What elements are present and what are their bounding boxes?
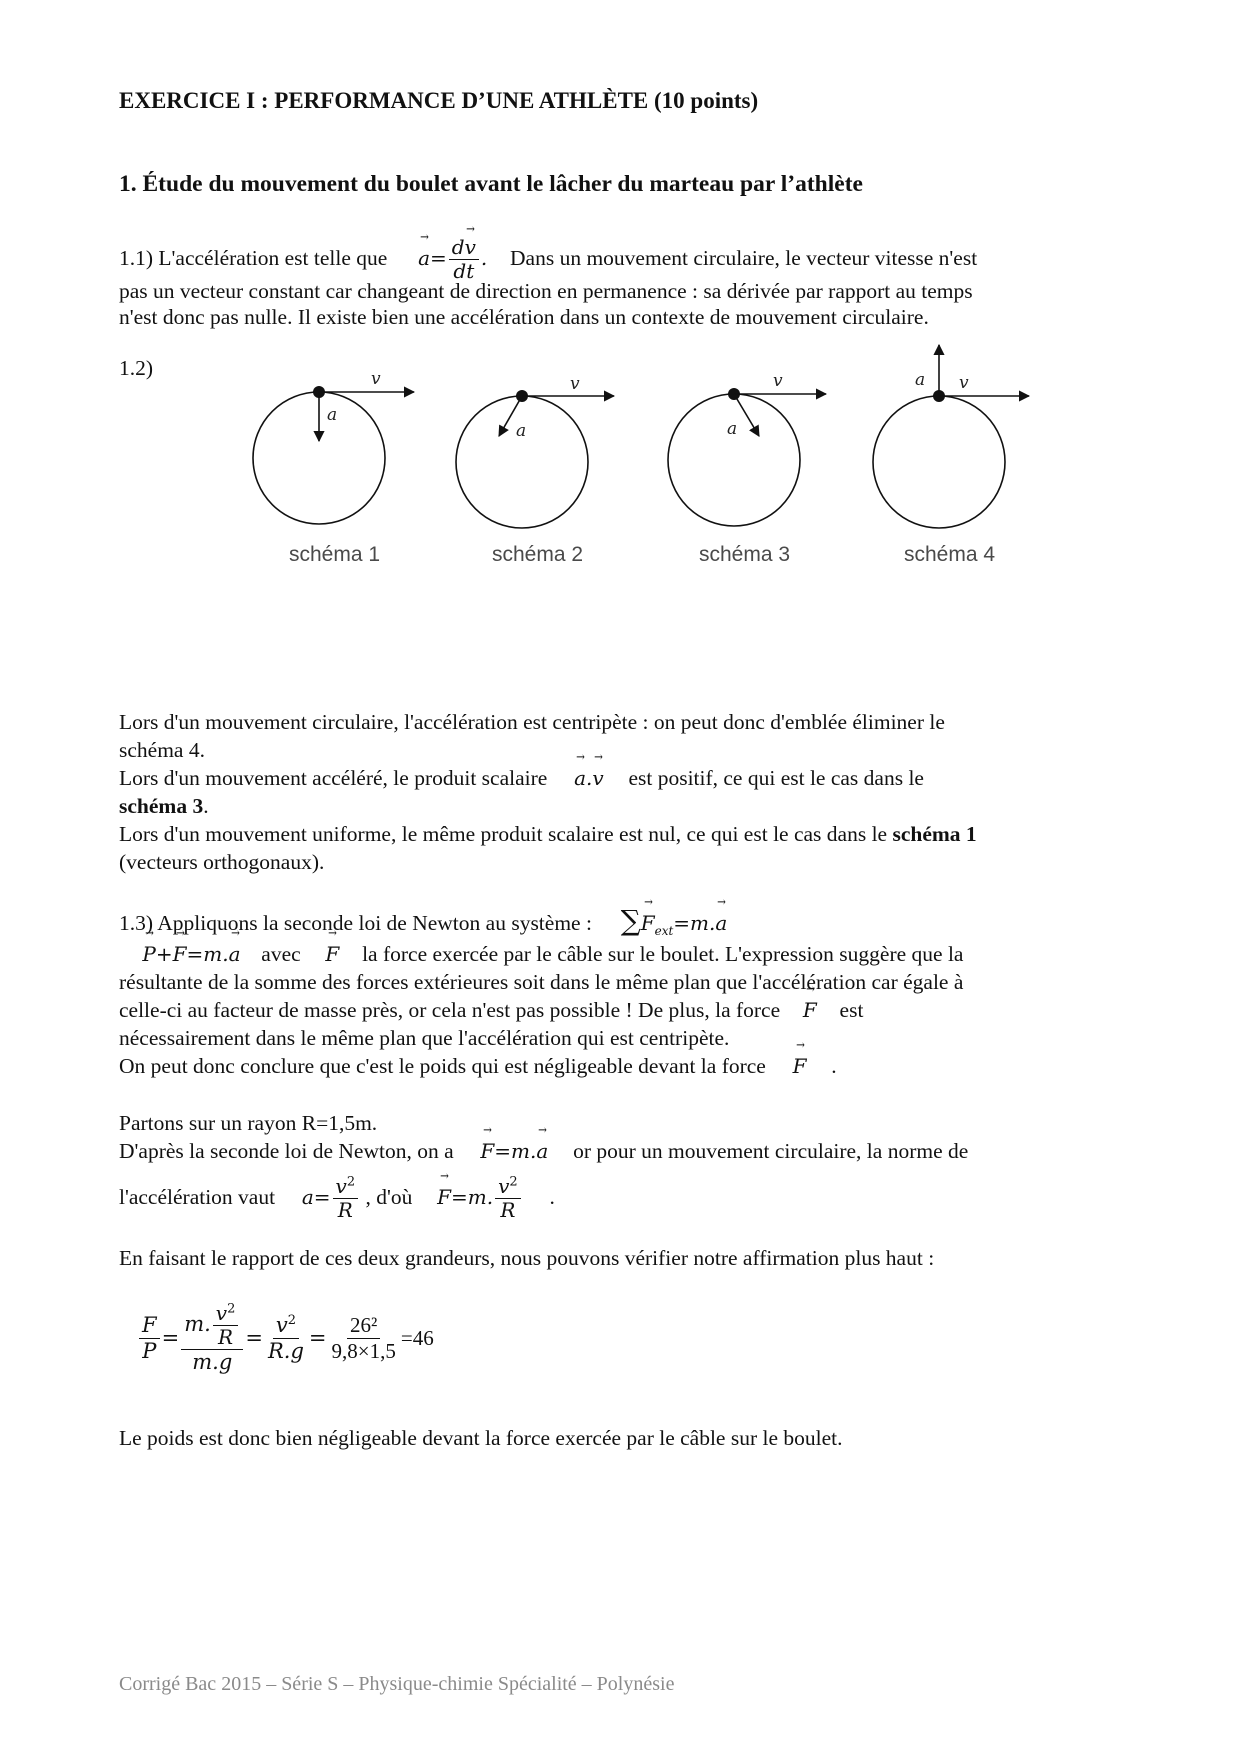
page <box>119 0 1129 1754</box>
radius-line: Partons sur un rayon R=1,5m. <box>119 1111 378 1135</box>
schema-3 <box>668 371 826 566</box>
q13-l2-rest: la force exercée par le câble sur le boulet. L'expression suggère que la <box>362 942 964 966</box>
schema-1-ref: schéma 1 <box>892 822 977 846</box>
q13-l6-end: . <box>831 1054 837 1078</box>
q13-l6-text: On peut donc conclure que c'est le poids qui est négligeable devant la force <box>119 1054 766 1078</box>
q13-line10: En faisant le rapport de ces deux grandeurs, nous pouvons vérifier notre affirmation plus haut : <box>119 1246 935 1270</box>
q13-l9-b: , d'où <box>365 1185 413 1209</box>
schema-2-v-label: v <box>570 374 580 394</box>
q12-p2-line2 <box>119 792 1129 821</box>
weight-plus-force-formula: → P+→ F=m.→ a <box>142 942 240 966</box>
newton-sum-formula: ∑→ $F_{ext}=m.\to a$ <box>621 911 728 935</box>
q11-line1 <box>119 236 1129 283</box>
section-title: 1. Étude du mouvement du boulet avant le lâcher du marteau par l’athlète <box>119 171 863 197</box>
q12-p3 <box>119 820 1129 849</box>
q12-p2-text-b: est positif, ce qui est le cas dans le <box>628 766 924 790</box>
schema-4 <box>873 345 1029 566</box>
q13-line8 <box>119 1137 1129 1166</box>
ratio-denominator: 9,8×1,5 <box>331 1338 396 1363</box>
q13-l9-a: l'accélération vaut <box>119 1185 276 1209</box>
q12-p2-text-a: Lors d'un mouvement accéléré, le produit scalaire <box>119 766 548 790</box>
q11-text-b: Dans un mouvement circulaire, le vecteur vitesse n'est <box>510 246 978 270</box>
schema-1-v-label: v <box>371 369 381 389</box>
q13-l8-a: D'après la seconde loi de Newton, on a <box>119 1139 454 1163</box>
q13-label: 1.3) <box>119 911 154 935</box>
schema-1 <box>253 369 414 566</box>
f-equals-ma-formula: → F=m.→ a <box>480 1139 548 1163</box>
q12-p2 <box>119 764 1129 793</box>
schema-3-v-label: v <box>773 371 783 391</box>
schema-2 <box>456 374 614 566</box>
ratio-formula: $\frac{F}{P}$ = m. $\frac{v^2}{R}$ m.g = $\frac{v^2}{R.g}$ = $\frac{\text{26²}}{9,8\times 1,5}$ =46 <box>137 1302 434 1374</box>
q13-l8-b: or pour un mouvement circulaire, la norme de <box>573 1139 969 1163</box>
ratio-numerator: 26² <box>347 1313 380 1338</box>
schema-3-ref: schéma 3 <box>119 794 204 818</box>
schema-1-caption: schéma 1 <box>289 543 381 566</box>
q12-label: 1.2) <box>119 356 154 380</box>
q13-intro-text: Appliquons la seconde loi de Newton au système : <box>157 911 592 935</box>
q13-l4-b: est <box>839 998 864 1022</box>
q13-avec: avec <box>261 942 301 966</box>
q13-line6 <box>119 1052 1129 1081</box>
exercise-title: EXERCICE I : PERFORMANCE D’UNE ATHLÈTE (10 points) <box>119 88 759 113</box>
schema-4-a-label: a <box>915 370 926 390</box>
q13-line2 <box>119 940 1129 969</box>
q11-line3: n'est donc pas nulle. Il existe bien une accélération dans un contexte de mouvement circulaire. <box>119 305 929 329</box>
q13-l9-end: . <box>549 1185 555 1209</box>
q12-p2-end: . <box>203 794 209 818</box>
q13-line3: résultante de la somme des forces extérieures soit dans le même plan que l'accélération car égale à <box>119 970 964 994</box>
conclusion: Le poids est donc bien négligeable devant la force exercée par le câble sur le boulet. <box>119 1426 843 1450</box>
accel-definition-formula: → a= $\frac{d\to v}{dt}$ . <box>418 246 487 270</box>
dot-product-formula: → a.→ v <box>574 766 604 790</box>
schema-1-a-label: a <box>327 405 338 425</box>
schema-2-a-label: a <box>516 421 527 441</box>
q12-p1-line1: Lors d'un mouvement circulaire, l'accélération est centripète : on peut donc d'emblée éliminer le <box>119 710 945 734</box>
q12-p1-line2: schéma 4. <box>119 738 205 762</box>
q12-p3-text: Lors d'un mouvement uniforme, le même produit scalaire est nul, ce qui est le cas dans le <box>119 822 888 846</box>
footer: Corrigé Bac 2015 – Série S – Physique-chimie Spécialité – Polynésie <box>119 1673 675 1695</box>
force-formula: → F=m. $\frac{v^2}{R}$ <box>437 1185 523 1209</box>
schema-3-caption: schéma 3 <box>699 543 791 566</box>
centripetal-accel-formula: a= $\frac{v^2}{R}$ <box>302 1185 360 1209</box>
ratio-result: =46 <box>400 1325 434 1350</box>
q13-line9 <box>119 1175 1129 1222</box>
force-f-symbol-2: → F <box>803 998 817 1022</box>
schema-4-caption: schéma 4 <box>904 543 996 566</box>
schema-3-a-label: a <box>727 419 738 439</box>
q12-p3-line2: (vecteurs orthogonaux). <box>119 850 325 874</box>
q13-line5: nécessairement dans le même plan que l'accélération qui est centripète. <box>119 1026 730 1050</box>
schema-4-v-label: v <box>959 373 969 393</box>
q11-line2: pas un vecteur constant car changeant de direction en permanence : sa dérivée par rapport au temps <box>119 279 973 303</box>
q13-line4 <box>119 996 1129 1025</box>
q11-label: 1.1) <box>119 246 154 270</box>
q11-text-a: L'accélération est telle que <box>158 246 388 270</box>
schema-2-caption: schéma 2 <box>492 543 584 566</box>
schemas-diagram <box>189 335 1069 585</box>
force-f-symbol: → F <box>325 942 339 966</box>
q13-l4-a: celle-ci au facteur de masse près, or cela n'est pas possible ! De plus, la force <box>119 998 781 1022</box>
force-f-symbol-3: → F <box>793 1054 807 1078</box>
